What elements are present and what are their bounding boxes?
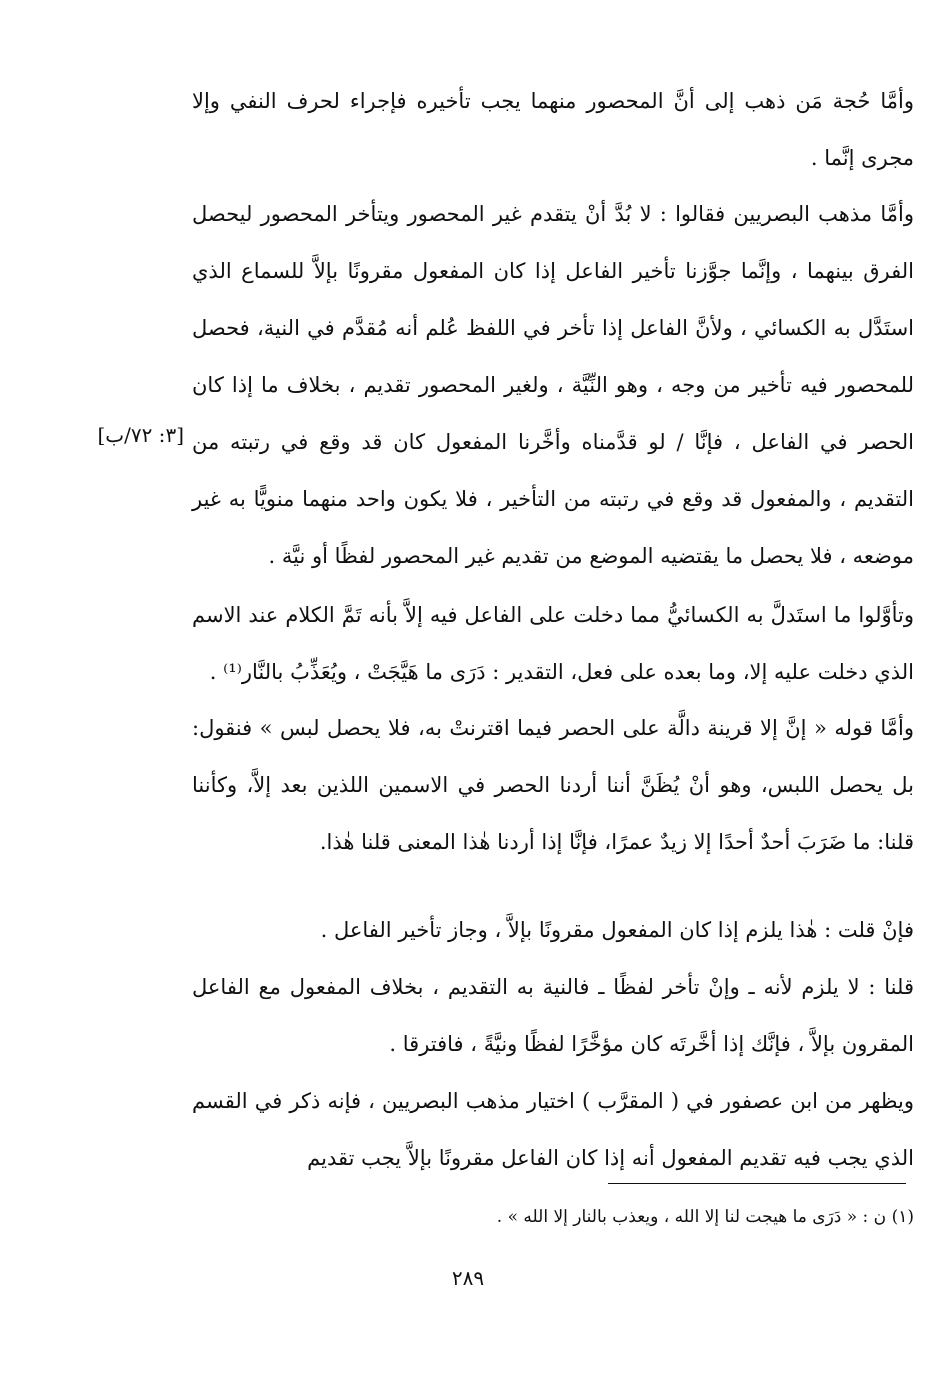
paragraph-reply: قلنا : لا يلزم لأنه ـ وإنْ تأخر لفظًا ـ فالنية به التقديم ، بخلاف المفعول مع الفاعل المقرون بإلاَّ ، فإنَّك إذا أخَّرتَه كان مؤخَّرًا لفظًا ونيَّةً ، فافترقا .	[192, 975, 914, 1056]
paragraph-basra-school: وأمَّا مذهب البصريين فقالوا : لا بُدَّ أنْ يتقدم غير المحصور ويتأخر المحصور ليحصل الفرق بينهما ، وإنَّما جوَّزنا تأخير الفاعل إذا كان المفعول مقرونًا بإلاَّ للسماع الذي استَدَّل به الكسائي ، ولأنَّ الفاعل إذا تأخر في اللفظ عُلم أنه مُقدَّم في النية، فحصل للمحصور فيه تأخير من وجه ، وهو النِّيَّة ، ولغير المحصور تقديم ، بخلاف ما إذا كان الحصر في الفاعل ، فإنَّا / لو قدَّمناه وأخَّرنا المفعول كان قد وقع في رتبته من التقديم ، والمفعول قد وقع في رتبته من التأخير ، فلا يكون واحد منهما منويًّا به غير موضعه ، فلا يحصل ما يقتضيه الموضع من تقديم غير المحصور لفظًا أو نيَّة .	[192, 202, 914, 568]
manuscript-folio-reference: [٣: ٧٢/ب]	[97, 423, 184, 447]
paragraph-kisai-argument: وأمَّا حُجة مَن ذهب إلى أنَّ المحصور منهما يجب تأخيره فإجراء لحرف النفي وإلا مجرى إنَّما .	[192, 89, 914, 170]
paragraph-objection: فإنْ قلت : هٰذا يلزم إذا كان المفعول مقرونًا بإلاَّ ، وجاز تأخير الفاعل .	[320, 918, 914, 942]
page-number: ٢٨٩	[451, 1266, 485, 1290]
paragraph-ibn-usfur: ويظهر من ابن عصفور في ( المقرَّب ) اختيار مذهب البصريين ، فإنه ذكر في القسم الذي يجب فيه تقديم المفعول أنه إذا كان الفاعل مقرونًا بإلاَّ يجب تقديم	[192, 1089, 914, 1170]
paragraph-ambiguity: وأمَّا قوله « إنَّ إلا قرينة دالَّة على الحصر فيما اقترنتْ به، فلا يحصل لبس » فنقول: بل يحصل اللبس، وهو أنْ يُظَنَّ أننا أردنا الحصر في الاسمين اللذين بعد إلاَّ، وكأننا قلنا: ما ضَرَبَ أحدٌ أحدًا إلا زيدٌ عمرًا، فإنَّا إذا أردنا هٰذا المعنى قلنا هٰذا.	[192, 716, 914, 854]
footnote: (١) ن : « دَرَى ما هيجت لنا إلا الله ، ويعذب بالنار إلا الله » .	[496, 1207, 914, 1227]
paragraph-interpretation: وتأوَّلوا ما استَدلَّ به الكسائيُّ مما دخلت على الفاعل فيه إلاَّ بأنه تَمَّ الكلام عند الاسم الذي دخلت عليه إلا، وما بعده على فعل، التقدير : دَرَى ما هَيَّجَتْ ، ويُعَذِّبُ بالنَّار⁽¹⁾ .	[192, 603, 914, 684]
footnote-divider	[608, 1183, 906, 1184]
